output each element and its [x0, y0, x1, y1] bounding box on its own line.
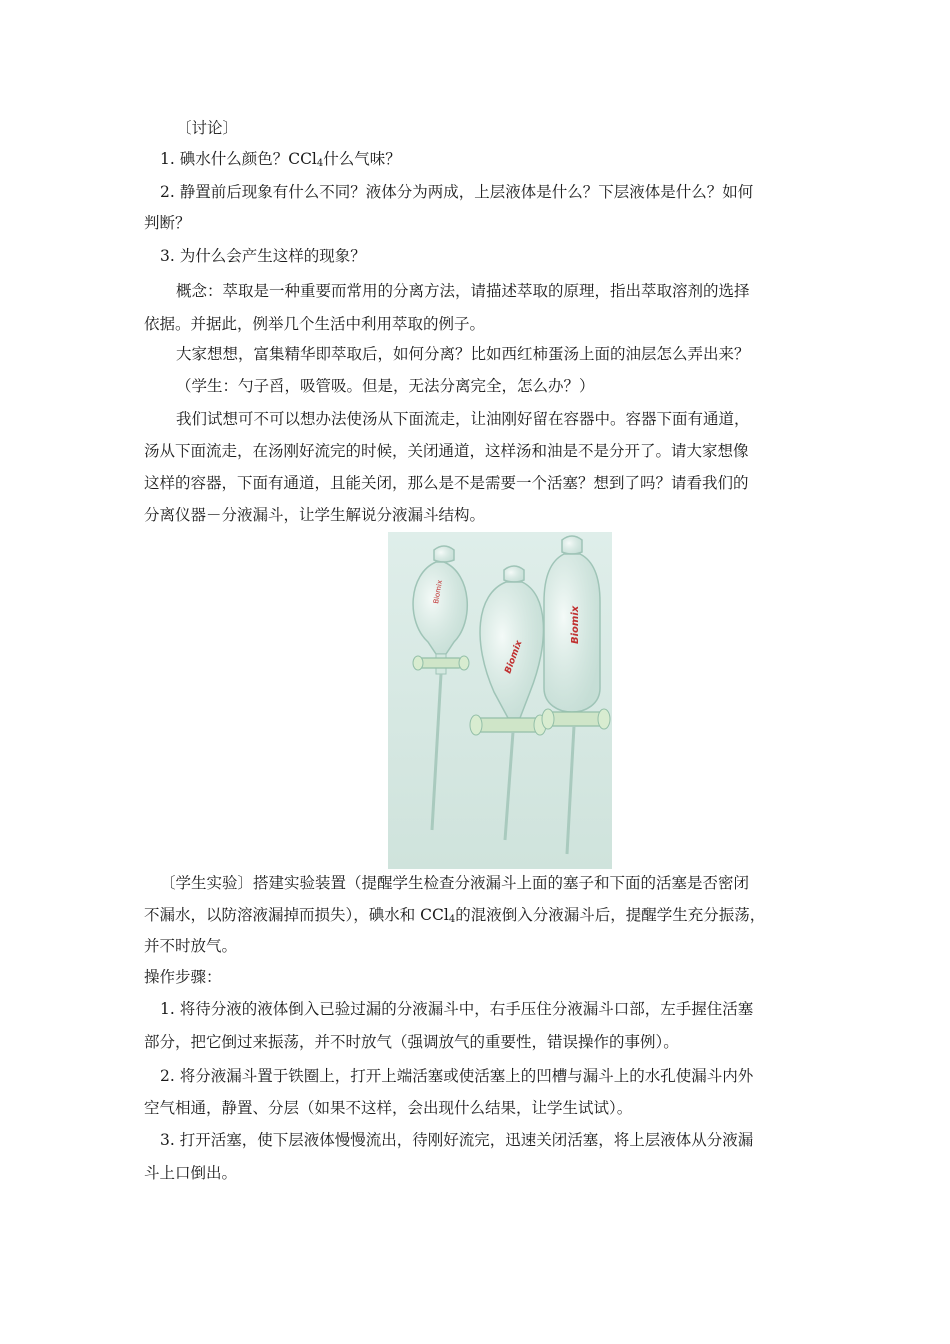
question-1-text: 1. 碘水什么颜色？CCl — [160, 150, 317, 168]
question-1 — [160, 149, 401, 174]
question-2-line-1: 2. 静置前后现象有什么不同？液体分为两成，上层液体是什么？下层液体是什么？如何 — [160, 183, 754, 201]
idea-line-3: 这样的容器，下面有通道，且能关闭，那么是不是需要一个活塞？想到了吗？请看我们的 — [144, 474, 749, 492]
think-line-1: 大家想想，富集精华即萃取后，如何分离？比如西红柿蛋汤上面的油层怎么弄出来？ — [176, 345, 750, 363]
funnel-right-label: Biomix — [570, 605, 581, 644]
step-3-line-2: 斗上口倒出。 — [144, 1164, 238, 1182]
idea-line-2: 汤从下面流走，在汤刚好流完的时候，关闭通道，这样汤和油是不是分开了。请大家想像 — [144, 442, 749, 460]
steps-header: 操作步骤： — [144, 968, 222, 986]
funnel-middle-label: Biomix — [503, 639, 525, 676]
experiment-line-1: 〔学生实验〕搭建实验装置（提醒学生检查分液漏斗上面的塞子和下面的活塞是否密闭 — [160, 874, 750, 892]
idea-line-4: 分离仪器－分液漏斗，让学生解说分液漏斗结构。 — [144, 506, 486, 524]
think-line-2: （学生：勺子舀，吸管吸。但是，无法分离完全，怎么办？） — [176, 377, 595, 395]
concept-line-1: 概念：萃取是一种重要而常用的分离方法，请描述萃取的原理，指出萃取溶剂的选择 — [176, 282, 750, 300]
experiment-line-2-subscript: 4 — [448, 914, 456, 925]
funnel-left-label: Biomix — [432, 579, 445, 605]
question-2-line-2: 判断？ — [144, 214, 191, 232]
step-3-line-1: 3. 打开活塞，使下层液体慢慢流出，待刚好流完，迅速关闭活塞，将上层液体从分液漏 — [160, 1131, 754, 1149]
question-3: 3. 为什么会产生这样的现象？ — [160, 247, 366, 265]
separatory-funnels-photo — [388, 532, 612, 869]
experiment-line-2-text-end: 的混液倒入分液漏斗后，提醒学生充分振荡， — [455, 906, 766, 924]
experiment-line-2 — [144, 905, 765, 930]
concept-line-2: 依据。并据此，例举几个生活中利用萃取的例子。 — [144, 315, 486, 333]
step-2-line-1: 2. 将分液漏斗置于铁圈上，打开上端活塞或使活塞上的凹槽与漏斗上的水孔使漏斗内外 — [160, 1067, 754, 1085]
question-1-text-end: 什么气味？ — [323, 150, 401, 168]
step-1-line-1: 1. 将待分液的液体倒入已验过漏的分液漏斗中，右手压住分液漏斗口部，左手握住活塞 — [160, 1000, 754, 1018]
experiment-line-2-text: 不漏水，以防溶液漏掉而损失），碘水和 CCl — [144, 906, 449, 924]
step-2-line-2: 空气相通，静置、分层（如果不这样，会出现什么结果，让学生试试）。 — [144, 1099, 633, 1117]
discussion-header: 〔讨论〕 — [176, 119, 239, 137]
experiment-line-3: 并不时放气。 — [144, 937, 238, 955]
question-1-subscript: 4 — [316, 158, 324, 169]
idea-line-1: 我们试想可不可以想办法使汤从下面流走，让油刚好留在容器中。容器下面有通道， — [176, 410, 750, 428]
step-1-line-2: 部分，把它倒过来振荡，并不时放气（强调放气的重要性，错误操作的事例）。 — [144, 1033, 679, 1051]
